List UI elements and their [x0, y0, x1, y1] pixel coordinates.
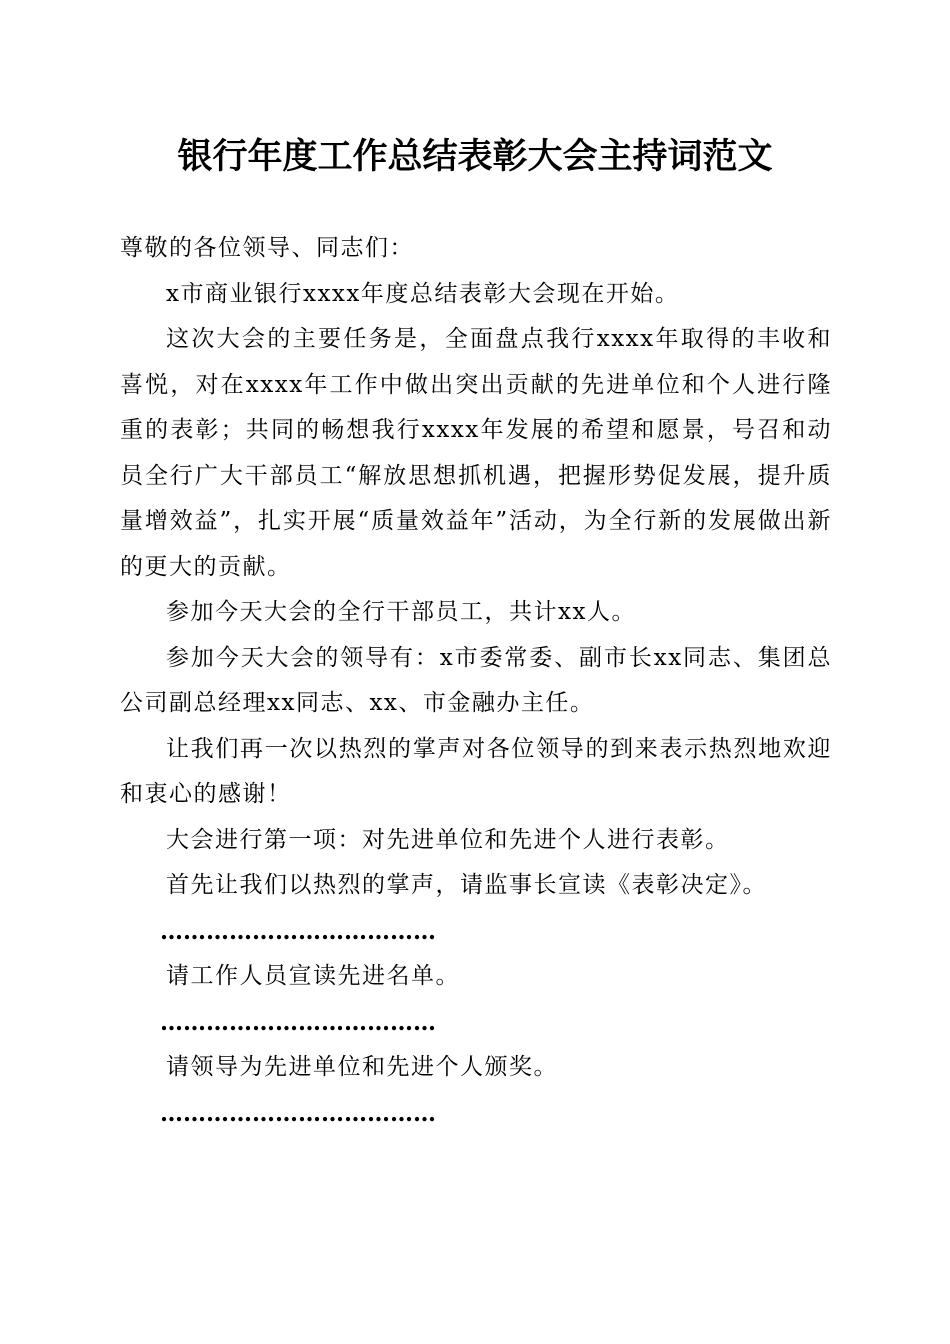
paragraph-award: 请领导为先进单位和先进个人颁奖。 — [166, 1054, 558, 1080]
salutation: 尊敬的各位领导、同志们： — [120, 235, 414, 261]
ellipsis-divider: ……………………………… — [160, 1008, 436, 1036]
paragraph-attendees: 参加今天大会的全行干部员工，共计xx人。 — [166, 599, 636, 625]
paragraph-leaders: 参加今天大会的领导有：x市委常委、副市长xx同志、集团总公司副总经理xx同志、xx、市金融办主任。 — [120, 644, 832, 716]
paragraph-opening: x市商业银行xxxx年度总结表彰大会现在开始。 — [166, 280, 680, 307]
paragraph-welcome: 让我们再一次以热烈的掌声对各位领导的到来表示热烈地欢迎和衷心的感谢！ — [120, 735, 832, 807]
paragraph-agenda-item-1: 大会进行第一项：对先进单位和先进个人进行表彰。 — [166, 826, 730, 853]
document-title: 银行年度工作总结表彰大会主持词范文 — [177, 136, 773, 177]
ellipsis-divider: ……………………………… — [160, 1099, 436, 1127]
paragraph-read-decision: 首先让我们以热烈的掌声，请监事长宣读《表彰决定》。 — [166, 872, 767, 898]
paragraph-main-task: 这次大会的主要任务是，全面盘点我行xxxx年取得的丰收和喜悦，对在xxxx年工作中做出突出贡献的先进单位和个人进行隆重的表彰；共同的畅想我行xxxx年发展的希望和愿景，号召和动员全行广大干部员工“解放思想抓机遇，把握形势促发展，提升质量增效益”，扎实开展“质量效益年”活动，为全行新的发展做出新的更大的贡献。 — [120, 326, 832, 580]
document-body — [120, 226, 832, 1136]
ellipsis-divider: ……………………………… — [160, 917, 436, 945]
paragraph-read-list: 请工作人员宣读先进名单。 — [166, 963, 460, 989]
